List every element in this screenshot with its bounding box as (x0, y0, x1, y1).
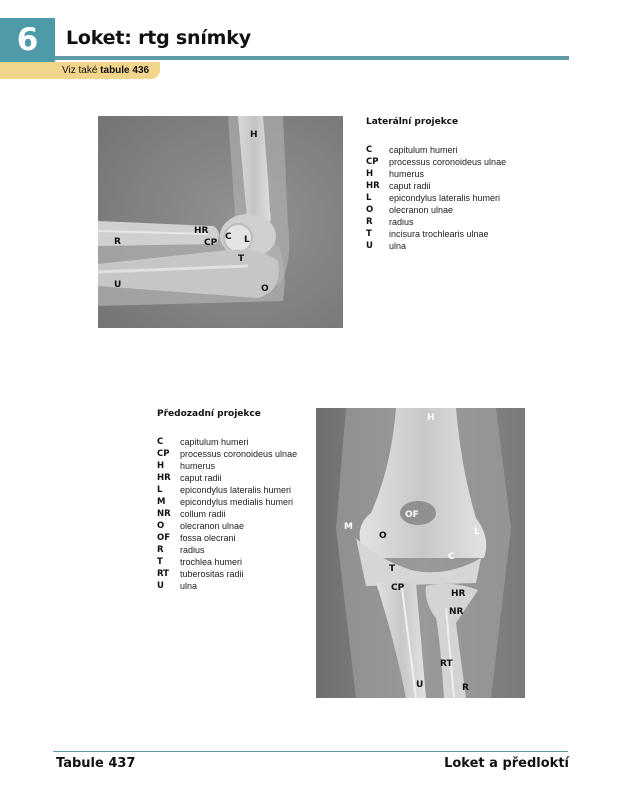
lateral-label-T: T (238, 254, 245, 264)
legend-code: L (366, 193, 372, 203)
legend-code: T (366, 229, 372, 239)
legend-row (157, 544, 297, 556)
lateral-label-U: U (114, 280, 122, 290)
ap-label-OF: OF (405, 510, 419, 520)
legend-row (157, 448, 297, 460)
legend-row (366, 168, 506, 180)
ap-label-H: H (427, 413, 435, 423)
ap-label-O: O (379, 531, 387, 541)
legend-code: U (157, 581, 164, 591)
legend-code: H (157, 461, 165, 471)
lateral-legend-title: Laterální projekce (366, 117, 459, 127)
legend-row (366, 204, 506, 216)
legend-description: trochlea humeri (180, 557, 243, 567)
section-title: Loket a předloktí (444, 756, 569, 771)
legend-description: fossa olecrani (180, 533, 236, 543)
lateral-label-CP: CP (204, 238, 218, 248)
ap-legend (157, 409, 297, 592)
plate-number: Tabule 437 (56, 756, 136, 771)
legend-code: R (366, 217, 373, 227)
legend-description: ulna (389, 241, 407, 251)
footer-rule (53, 751, 568, 752)
legend-row (157, 508, 297, 520)
legend-code: O (366, 205, 374, 215)
legend-description: humerus (180, 461, 216, 471)
ap-label-HR: HR (451, 589, 466, 599)
ap-label-RT: RT (440, 659, 453, 669)
legend-description: collum radii (180, 509, 226, 519)
ap-label-U: U (416, 680, 424, 690)
legend-row (366, 228, 506, 240)
lateral-label-R: R (114, 237, 121, 247)
legend-description: radius (180, 545, 205, 555)
page-title: Loket: rtg snímky (66, 27, 251, 49)
legend-code: M (157, 497, 166, 507)
ap-label-C: C (448, 552, 455, 562)
legend-row (157, 568, 297, 580)
lateral-label-HR: HR (194, 226, 209, 236)
ap-label-NR: NR (449, 607, 464, 617)
legend-description: processus coronoideus ulnae (180, 449, 298, 459)
legend-row (157, 484, 297, 496)
legend-code: T (157, 557, 163, 567)
ap-xray-image (316, 408, 525, 698)
legend-description: humerus (389, 169, 425, 179)
legend-code: C (157, 437, 164, 447)
lateral-label-H: H (250, 130, 258, 140)
lateral-label-L: L (244, 235, 250, 245)
legend-description: epicondylus medialis humeri (180, 497, 294, 507)
legend-code: R (157, 545, 164, 555)
see-also-tab (0, 62, 160, 79)
legend-row (157, 436, 297, 448)
legend-row (157, 460, 297, 472)
ap-legend-title: Předozadní projekce (157, 409, 261, 419)
ap-label-CP: CP (391, 583, 405, 593)
lateral-legend (366, 117, 506, 252)
legend-description: ulna (180, 581, 198, 591)
legend-code: OF (157, 533, 171, 543)
legend-row (366, 180, 506, 192)
legend-description: olecranon ulnae (389, 205, 454, 215)
legend-description: capitulum humeri (389, 145, 458, 155)
legend-row (366, 192, 506, 204)
legend-description: epicondylus lateralis humeri (389, 193, 501, 203)
legend-row (366, 216, 506, 228)
legend-description: incisura trochlearis ulnae (389, 229, 489, 239)
ap-label-R: R (462, 683, 469, 693)
legend-code: O (157, 521, 165, 531)
legend-row (157, 532, 297, 544)
legend-code: H (366, 169, 374, 179)
legend-row (366, 240, 506, 252)
legend-code: CP (366, 157, 379, 167)
legend-row (157, 520, 297, 532)
legend-code: U (366, 241, 373, 251)
legend-code: HR (366, 181, 380, 191)
legend-row (157, 472, 297, 484)
legend-row (157, 580, 297, 592)
legend-code: C (366, 145, 373, 155)
see-also-link[interactable]: tabule 436 (100, 65, 150, 76)
lateral-xray-image (98, 116, 343, 328)
legend-description: caput radii (180, 473, 222, 483)
legend-row (157, 556, 297, 568)
legend-code: HR (157, 473, 171, 483)
legend-code: CP (157, 449, 170, 459)
legend-description: radius (389, 217, 414, 227)
lateral-label-C: C (225, 232, 232, 242)
legend-row (157, 496, 297, 508)
ap-label-L: L (474, 527, 480, 537)
legend-code: NR (157, 509, 171, 519)
legend-row (366, 144, 506, 156)
see-also-prefix: Viz také (62, 65, 101, 76)
legend-code: RT (157, 569, 169, 579)
legend-description: olecranon ulnae (180, 521, 245, 531)
ap-label-T: T (389, 564, 396, 574)
legend-description: processus coronoideus ulnae (389, 157, 507, 167)
lateral-label-O: O (261, 284, 269, 294)
ap-label-M: M (344, 522, 353, 532)
legend-description: capitulum humeri (180, 437, 249, 447)
title-rule (55, 56, 569, 60)
legend-row (366, 156, 506, 168)
chapter-number-badge: 6 (0, 18, 55, 62)
legend-description: epicondylus lateralis humeri (180, 485, 292, 495)
legend-description: tuberositas radii (180, 569, 244, 579)
legend-code: L (157, 485, 163, 495)
legend-description: caput radii (389, 181, 431, 191)
